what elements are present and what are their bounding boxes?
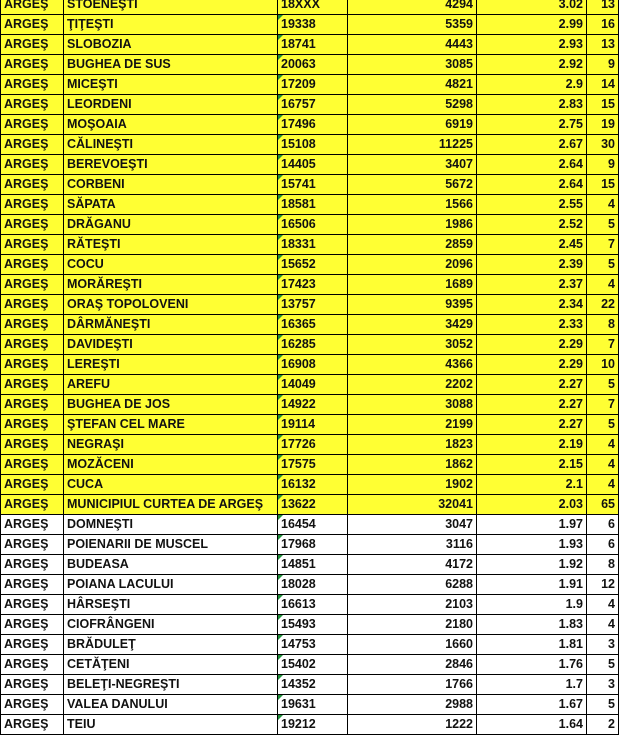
locality-cell[interactable]: BUGHEA DE SUS bbox=[64, 55, 278, 75]
locality-cell[interactable]: NEGRAŞI bbox=[64, 435, 278, 455]
county-cell[interactable]: ARGEŞ bbox=[1, 695, 64, 715]
locality-cell[interactable]: MORĂREŞTI bbox=[64, 275, 278, 295]
locality-cell[interactable]: ŢIŢEŞTI bbox=[64, 15, 278, 35]
population-cell[interactable]: 4821 bbox=[348, 75, 477, 95]
count-cell[interactable]: 9 bbox=[587, 55, 619, 75]
locality-cell[interactable]: SLOBOZIA bbox=[64, 35, 278, 55]
locality-cell[interactable]: HÂRSEŞTI bbox=[64, 595, 278, 615]
locality-cell[interactable]: CETĂŢENI bbox=[64, 655, 278, 675]
locality-cell[interactable]: CORBENI bbox=[64, 175, 278, 195]
county-cell[interactable]: ARGEŞ bbox=[1, 455, 64, 475]
population-cell[interactable]: 3052 bbox=[348, 335, 477, 355]
population-cell[interactable]: 2103 bbox=[348, 595, 477, 615]
locality-cell[interactable]: POIANA LACULUI bbox=[64, 575, 278, 595]
code-cell[interactable]: 17423 bbox=[278, 275, 348, 295]
count-cell[interactable]: 7 bbox=[587, 395, 619, 415]
county-cell[interactable]: ARGEŞ bbox=[1, 555, 64, 575]
ratio-cell[interactable]: 1.83 bbox=[477, 615, 587, 635]
code-cell[interactable]: 15402 bbox=[278, 655, 348, 675]
table-row bbox=[1, 635, 619, 655]
ratio-cell[interactable]: 2.64 bbox=[477, 175, 587, 195]
count-cell[interactable]: 5 bbox=[587, 695, 619, 715]
county-cell[interactable]: ARGEŞ bbox=[1, 255, 64, 275]
ratio-cell[interactable]: 2.99 bbox=[477, 15, 587, 35]
county-cell[interactable]: ARGEŞ bbox=[1, 575, 64, 595]
table-row bbox=[1, 95, 619, 115]
population-cell[interactable]: 32041 bbox=[348, 495, 477, 515]
county-cell[interactable]: ARGEŞ bbox=[1, 315, 64, 335]
code-cell[interactable]: 17575 bbox=[278, 455, 348, 475]
county-cell[interactable]: ARGEŞ bbox=[1, 175, 64, 195]
count-cell[interactable]: 3 bbox=[587, 635, 619, 655]
population-cell[interactable]: 1902 bbox=[348, 475, 477, 495]
table-row bbox=[1, 355, 619, 375]
ratio-cell[interactable]: 2.64 bbox=[477, 155, 587, 175]
table-row bbox=[1, 495, 619, 515]
locality-cell[interactable]: CIOFRÂNGENI bbox=[64, 615, 278, 635]
table-row bbox=[1, 15, 619, 35]
table-row bbox=[1, 475, 619, 495]
code-cell[interactable]: 16285 bbox=[278, 335, 348, 355]
table-row bbox=[1, 315, 619, 335]
count-cell[interactable]: 4 bbox=[587, 595, 619, 615]
population-cell[interactable]: 3088 bbox=[348, 395, 477, 415]
code-cell[interactable]: 20063 bbox=[278, 55, 348, 75]
locality-cell[interactable]: DÂRMĂNEŞTI bbox=[64, 315, 278, 335]
count-cell[interactable]: 19 bbox=[587, 115, 619, 135]
ratio-cell[interactable]: 1.7 bbox=[477, 675, 587, 695]
count-cell[interactable]: 13 bbox=[587, 35, 619, 55]
county-cell[interactable]: ARGEŞ bbox=[1, 675, 64, 695]
table-row bbox=[1, 595, 619, 615]
locality-cell[interactable]: BEREVOEŞTI bbox=[64, 155, 278, 175]
count-cell[interactable]: 13 bbox=[587, 0, 619, 15]
locality-cell[interactable]: LEORDENI bbox=[64, 95, 278, 115]
ratio-cell[interactable]: 1.64 bbox=[477, 715, 587, 735]
population-cell[interactable]: 1823 bbox=[348, 435, 477, 455]
population-cell[interactable]: 4443 bbox=[348, 35, 477, 55]
code-cell[interactable]: 14352 bbox=[278, 675, 348, 695]
locality-cell[interactable]: TEIU bbox=[64, 715, 278, 735]
county-cell[interactable]: ARGEŞ bbox=[1, 95, 64, 115]
locality-cell[interactable]: VALEA DANULUI bbox=[64, 695, 278, 715]
population-cell[interactable]: 4172 bbox=[348, 555, 477, 575]
count-cell[interactable]: 7 bbox=[587, 235, 619, 255]
population-cell[interactable]: 3429 bbox=[348, 315, 477, 335]
count-cell[interactable]: 6 bbox=[587, 515, 619, 535]
code-cell[interactable]: 19114 bbox=[278, 415, 348, 435]
ratio-cell[interactable]: 2.27 bbox=[477, 415, 587, 435]
table-row bbox=[1, 215, 619, 235]
count-cell[interactable]: 8 bbox=[587, 315, 619, 335]
table-row bbox=[1, 435, 619, 455]
county-cell[interactable]: ARGEŞ bbox=[1, 275, 64, 295]
code-cell[interactable]: 14049 bbox=[278, 375, 348, 395]
code-cell[interactable]: 16506 bbox=[278, 215, 348, 235]
table-row bbox=[1, 55, 619, 75]
code-cell[interactable]: 14405 bbox=[278, 155, 348, 175]
ratio-cell[interactable]: 2.19 bbox=[477, 435, 587, 455]
count-cell[interactable]: 7 bbox=[587, 335, 619, 355]
locality-cell[interactable]: COCU bbox=[64, 255, 278, 275]
code-cell[interactable]: 15741 bbox=[278, 175, 348, 195]
table-row bbox=[1, 375, 619, 395]
county-cell[interactable]: ARGEŞ bbox=[1, 655, 64, 675]
code-cell[interactable]: 18741 bbox=[278, 35, 348, 55]
county-cell[interactable]: ARGEŞ bbox=[1, 0, 64, 15]
county-cell[interactable]: ARGEŞ bbox=[1, 355, 64, 375]
locality-cell[interactable]: LEREŞTI bbox=[64, 355, 278, 375]
population-cell[interactable]: 5298 bbox=[348, 95, 477, 115]
table-row bbox=[1, 275, 619, 295]
table-row bbox=[1, 295, 619, 315]
count-cell[interactable]: 5 bbox=[587, 375, 619, 395]
ratio-cell[interactable]: 2.33 bbox=[477, 315, 587, 335]
ratio-cell[interactable]: 2.83 bbox=[477, 95, 587, 115]
ratio-cell[interactable]: 2.29 bbox=[477, 335, 587, 355]
county-cell[interactable]: ARGEŞ bbox=[1, 615, 64, 635]
count-cell[interactable]: 4 bbox=[587, 455, 619, 475]
ratio-cell[interactable]: 1.92 bbox=[477, 555, 587, 575]
locality-cell[interactable]: DOMNEŞTI bbox=[64, 515, 278, 535]
table-row bbox=[1, 655, 619, 675]
locality-cell[interactable]: SĂPATA bbox=[64, 195, 278, 215]
ratio-cell[interactable]: 2.29 bbox=[477, 355, 587, 375]
table-row bbox=[1, 675, 619, 695]
county-cell[interactable]: ARGEŞ bbox=[1, 535, 64, 555]
code-cell[interactable]: 15652 bbox=[278, 255, 348, 275]
population-cell[interactable]: 4366 bbox=[348, 355, 477, 375]
table-row bbox=[1, 135, 619, 155]
table-row bbox=[1, 175, 619, 195]
code-cell[interactable]: 19212 bbox=[278, 715, 348, 735]
county-cell[interactable]: ARGEŞ bbox=[1, 595, 64, 615]
population-cell[interactable]: 3047 bbox=[348, 515, 477, 535]
table-row bbox=[1, 535, 619, 555]
table-row bbox=[1, 335, 619, 355]
population-cell[interactable]: 1766 bbox=[348, 675, 477, 695]
code-cell[interactable]: 15108 bbox=[278, 135, 348, 155]
code-cell[interactable]: 17726 bbox=[278, 435, 348, 455]
locality-cell[interactable]: AREFU bbox=[64, 375, 278, 395]
count-cell[interactable]: 12 bbox=[587, 575, 619, 595]
table-row bbox=[1, 35, 619, 55]
population-cell[interactable]: 2096 bbox=[348, 255, 477, 275]
code-cell[interactable]: 16908 bbox=[278, 355, 348, 375]
county-cell[interactable]: ARGEŞ bbox=[1, 475, 64, 495]
population-cell[interactable]: 1862 bbox=[348, 455, 477, 475]
county-cell[interactable]: ARGEŞ bbox=[1, 335, 64, 355]
population-cell[interactable]: 4294 bbox=[348, 0, 477, 15]
ratio-cell[interactable]: 2.93 bbox=[477, 35, 587, 55]
ratio-cell[interactable]: 1.97 bbox=[477, 515, 587, 535]
count-cell[interactable]: 4 bbox=[587, 275, 619, 295]
population-cell[interactable]: 9395 bbox=[348, 295, 477, 315]
code-cell[interactable]: 16132 bbox=[278, 475, 348, 495]
count-cell[interactable]: 4 bbox=[587, 435, 619, 455]
population-cell[interactable]: 6288 bbox=[348, 575, 477, 595]
code-cell[interactable]: 19338 bbox=[278, 15, 348, 35]
ratio-cell[interactable]: 1.9 bbox=[477, 595, 587, 615]
table-row bbox=[1, 715, 619, 735]
locality-cell[interactable]: CUCA bbox=[64, 475, 278, 495]
count-cell[interactable]: 10 bbox=[587, 355, 619, 375]
county-cell[interactable]: ARGEŞ bbox=[1, 715, 64, 735]
ratio-cell[interactable]: 2.45 bbox=[477, 235, 587, 255]
county-cell[interactable]: ARGEŞ bbox=[1, 35, 64, 55]
locality-cell[interactable]: RĂTEŞTI bbox=[64, 235, 278, 255]
locality-cell[interactable]: ORAŞ TOPOLOVENI bbox=[64, 295, 278, 315]
county-cell[interactable]: ARGEŞ bbox=[1, 635, 64, 655]
code-cell[interactable]: 14851 bbox=[278, 555, 348, 575]
county-cell[interactable]: ARGEŞ bbox=[1, 415, 64, 435]
population-cell[interactable]: 1660 bbox=[348, 635, 477, 655]
population-cell[interactable]: 5672 bbox=[348, 175, 477, 195]
table-row bbox=[1, 115, 619, 135]
count-cell[interactable]: 4 bbox=[587, 615, 619, 635]
population-cell[interactable]: 2202 bbox=[348, 375, 477, 395]
county-cell[interactable]: ARGEŞ bbox=[1, 375, 64, 395]
count-cell[interactable]: 30 bbox=[587, 135, 619, 155]
county-cell[interactable]: ARGEŞ bbox=[1, 435, 64, 455]
locality-cell[interactable]: DRĂGANU bbox=[64, 215, 278, 235]
population-cell[interactable]: 6919 bbox=[348, 115, 477, 135]
ratio-cell[interactable]: 2.75 bbox=[477, 115, 587, 135]
count-cell[interactable]: 2 bbox=[587, 715, 619, 735]
population-cell[interactable]: 2859 bbox=[348, 235, 477, 255]
ratio-cell[interactable]: 2.9 bbox=[477, 75, 587, 95]
county-cell[interactable]: ARGEŞ bbox=[1, 55, 64, 75]
county-cell[interactable]: ARGEŞ bbox=[1, 75, 64, 95]
population-cell[interactable]: 3085 bbox=[348, 55, 477, 75]
population-cell[interactable]: 11225 bbox=[348, 135, 477, 155]
county-cell[interactable]: ARGEŞ bbox=[1, 215, 64, 235]
ratio-cell[interactable]: 2.52 bbox=[477, 215, 587, 235]
code-cell[interactable]: 16613 bbox=[278, 595, 348, 615]
ratio-cell[interactable]: 2.39 bbox=[477, 255, 587, 275]
locality-cell[interactable]: BUDEASA bbox=[64, 555, 278, 575]
count-cell[interactable]: 22 bbox=[587, 295, 619, 315]
county-cell[interactable]: ARGEŞ bbox=[1, 235, 64, 255]
locality-cell[interactable]: DAVIDEŞTI bbox=[64, 335, 278, 355]
count-cell[interactable]: 5 bbox=[587, 255, 619, 275]
population-cell[interactable]: 5359 bbox=[348, 15, 477, 35]
count-cell[interactable]: 5 bbox=[587, 415, 619, 435]
county-cell[interactable]: ARGEŞ bbox=[1, 195, 64, 215]
count-cell[interactable]: 4 bbox=[587, 195, 619, 215]
locality-cell[interactable]: MICEŞTI bbox=[64, 75, 278, 95]
table-row bbox=[1, 455, 619, 475]
table-row bbox=[1, 0, 619, 15]
locality-cell[interactable]: ŞTEFAN CEL MARE bbox=[64, 415, 278, 435]
table-row bbox=[1, 615, 619, 635]
count-cell[interactable]: 5 bbox=[587, 215, 619, 235]
count-cell[interactable]: 3 bbox=[587, 675, 619, 695]
locality-cell[interactable]: MOZĂCENI bbox=[64, 455, 278, 475]
county-cell[interactable]: ARGEŞ bbox=[1, 395, 64, 415]
table-row bbox=[1, 195, 619, 215]
county-cell[interactable]: ARGEŞ bbox=[1, 115, 64, 135]
ratio-cell[interactable]: 2.27 bbox=[477, 375, 587, 395]
count-cell[interactable]: 9 bbox=[587, 155, 619, 175]
table-row bbox=[1, 515, 619, 535]
population-cell[interactable]: 1689 bbox=[348, 275, 477, 295]
code-cell[interactable]: 17209 bbox=[278, 75, 348, 95]
ratio-cell[interactable]: 1.67 bbox=[477, 695, 587, 715]
table-row bbox=[1, 255, 619, 275]
table-body bbox=[1, 0, 619, 735]
code-cell[interactable]: 16454 bbox=[278, 515, 348, 535]
county-cell[interactable]: ARGEŞ bbox=[1, 295, 64, 315]
code-cell[interactable]: 19631 bbox=[278, 695, 348, 715]
population-cell[interactable]: 2846 bbox=[348, 655, 477, 675]
locality-cell[interactable]: BRĂDULEŢ bbox=[64, 635, 278, 655]
locality-cell[interactable]: MOŞOAIA bbox=[64, 115, 278, 135]
locality-cell[interactable]: MUNICIPIUL CURTEA DE ARGEŞ bbox=[64, 495, 278, 515]
population-cell[interactable]: 3407 bbox=[348, 155, 477, 175]
population-cell[interactable]: 3116 bbox=[348, 535, 477, 555]
count-cell[interactable]: 65 bbox=[587, 495, 619, 515]
code-cell[interactable]: 13622 bbox=[278, 495, 348, 515]
county-cell[interactable]: ARGEŞ bbox=[1, 155, 64, 175]
code-cell[interactable]: 18581 bbox=[278, 195, 348, 215]
count-cell[interactable]: 4 bbox=[587, 475, 619, 495]
table-row bbox=[1, 155, 619, 175]
code-cell[interactable]: 16757 bbox=[278, 95, 348, 115]
count-cell[interactable]: 14 bbox=[587, 75, 619, 95]
ratio-cell[interactable]: 2.37 bbox=[477, 275, 587, 295]
code-cell[interactable]: 17496 bbox=[278, 115, 348, 135]
ratio-cell[interactable]: 2.67 bbox=[477, 135, 587, 155]
population-cell[interactable]: 2180 bbox=[348, 615, 477, 635]
code-cell[interactable]: 14753 bbox=[278, 635, 348, 655]
table-row bbox=[1, 555, 619, 575]
ratio-cell[interactable]: 2.55 bbox=[477, 195, 587, 215]
count-cell[interactable]: 16 bbox=[587, 15, 619, 35]
code-cell[interactable]: 15493 bbox=[278, 615, 348, 635]
county-cell[interactable]: ARGEŞ bbox=[1, 135, 64, 155]
population-cell[interactable]: 1566 bbox=[348, 195, 477, 215]
ratio-cell[interactable]: 2.27 bbox=[477, 395, 587, 415]
ratio-cell[interactable]: 1.91 bbox=[477, 575, 587, 595]
ratio-cell[interactable]: 2.92 bbox=[477, 55, 587, 75]
ratio-cell[interactable]: 2.34 bbox=[477, 295, 587, 315]
ratio-cell[interactable]: 2.15 bbox=[477, 455, 587, 475]
table-row bbox=[1, 415, 619, 435]
table-row bbox=[1, 235, 619, 255]
code-cell[interactable]: 16365 bbox=[278, 315, 348, 335]
ratio-cell[interactable]: 2.03 bbox=[477, 495, 587, 515]
locality-cell[interactable]: BUGHEA DE JOS bbox=[64, 395, 278, 415]
county-cell[interactable]: ARGEŞ bbox=[1, 495, 64, 515]
ratio-cell[interactable]: 3.02 bbox=[477, 0, 587, 15]
locality-cell[interactable]: POIENARII DE MUSCEL bbox=[64, 535, 278, 555]
ratio-cell[interactable]: 1.81 bbox=[477, 635, 587, 655]
code-cell[interactable]: 18331 bbox=[278, 235, 348, 255]
code-cell[interactable]: 18XXX bbox=[278, 0, 348, 15]
code-cell[interactable]: 13757 bbox=[278, 295, 348, 315]
table-row bbox=[1, 695, 619, 715]
ratio-cell[interactable]: 1.93 bbox=[477, 535, 587, 555]
table-row bbox=[1, 75, 619, 95]
code-cell[interactable]: 17968 bbox=[278, 535, 348, 555]
ratio-cell[interactable]: 2.1 bbox=[477, 475, 587, 495]
population-cell[interactable]: 2988 bbox=[348, 695, 477, 715]
locality-cell[interactable]: BELEŢI-NEGREŞTI bbox=[64, 675, 278, 695]
table-row bbox=[1, 575, 619, 595]
ratio-cell[interactable]: 1.76 bbox=[477, 655, 587, 675]
count-cell[interactable]: 8 bbox=[587, 555, 619, 575]
count-cell[interactable]: 5 bbox=[587, 655, 619, 675]
population-cell[interactable]: 2199 bbox=[348, 415, 477, 435]
population-cell[interactable]: 1222 bbox=[348, 715, 477, 735]
count-cell[interactable]: 15 bbox=[587, 95, 619, 115]
locality-cell[interactable]: CĂLINEŞTI bbox=[64, 135, 278, 155]
population-cell[interactable]: 1986 bbox=[348, 215, 477, 235]
table-row bbox=[1, 395, 619, 415]
county-cell[interactable]: ARGEŞ bbox=[1, 515, 64, 535]
locality-cell[interactable]: STOENEŞTI bbox=[64, 0, 278, 15]
count-cell[interactable]: 6 bbox=[587, 535, 619, 555]
county-cell[interactable]: ARGEŞ bbox=[1, 15, 64, 35]
code-cell[interactable]: 18028 bbox=[278, 575, 348, 595]
code-cell[interactable]: 14922 bbox=[278, 395, 348, 415]
count-cell[interactable]: 15 bbox=[587, 175, 619, 195]
